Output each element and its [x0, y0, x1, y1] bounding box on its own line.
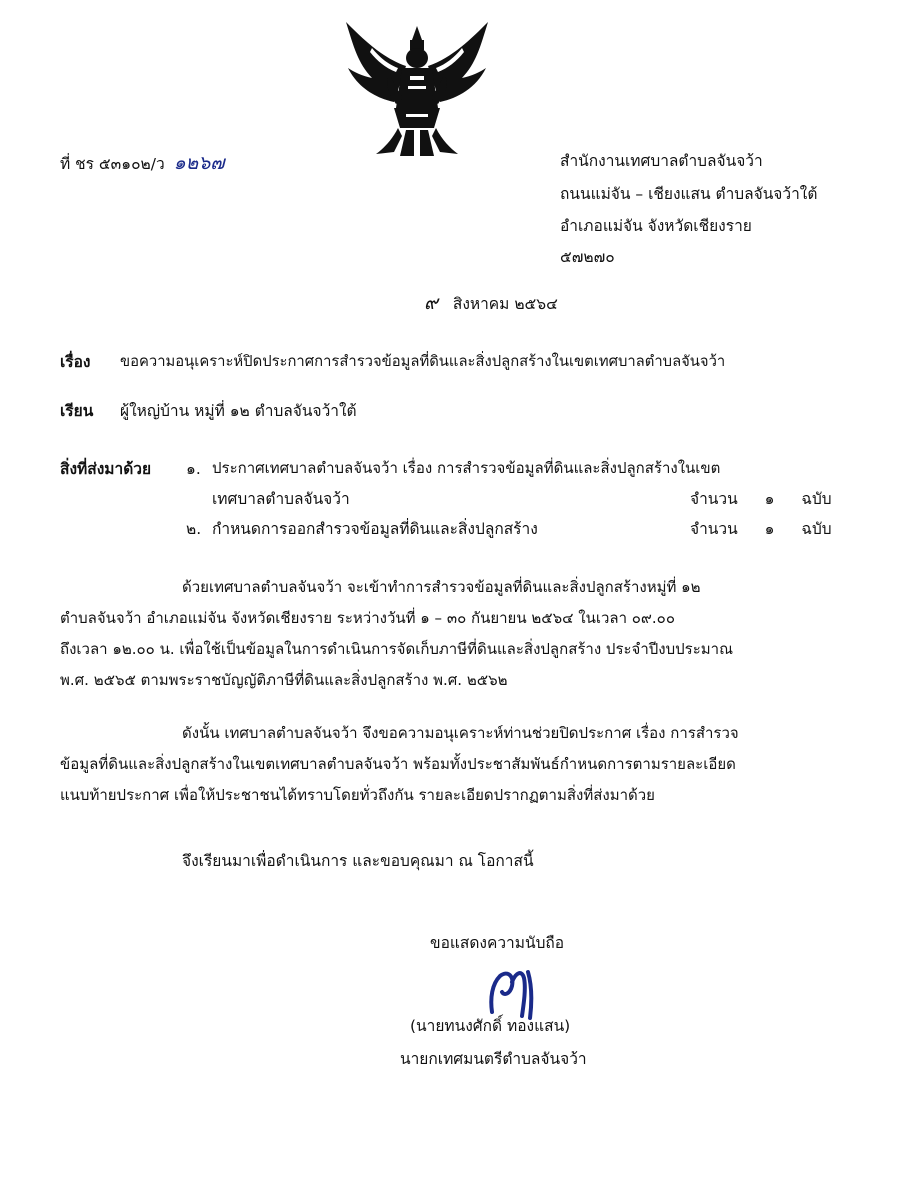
reference-handwritten-number: ๑๒๖๗ — [173, 152, 225, 174]
garuda-emblem-icon — [332, 18, 502, 168]
paragraph-2-line: ข้อมูลที่ดินและสิ่งปลูกสร้างในเขตเทศบาลตำบลจันจว้า พร้อมทั้งประชาสัมพันธ์กำหนดการตามรายละเอียด — [60, 755, 736, 773]
reference-label: ที่ ชร ๕๓๑๐๒/ว — [60, 155, 165, 173]
recipient-label: เรียน — [60, 402, 94, 420]
quantity-unit: ฉบับ — [801, 520, 832, 538]
subject-label: เรื่อง — [60, 353, 91, 371]
quantity-unit: ฉบับ — [801, 490, 832, 508]
paragraph-1-line: พ.ศ. ๒๕๖๕ ตามพระราชบัญญัติภาษีที่ดินและสิ่งปลูกสร้าง พ.ศ. ๒๕๖๒ — [60, 671, 508, 689]
date-month-year: สิงหาคม ๒๕๖๔ — [452, 295, 558, 313]
enclosures-label: สิ่งที่ส่งมาด้วย — [60, 460, 152, 478]
signer-name: (นายทนงศักดิ์ ทองแสน) — [410, 1017, 571, 1035]
quantity-label: จำนวน — [690, 490, 738, 508]
paragraph-2-line: แนบท้ายประกาศ เพื่อให้ประชาชนได้ทราบโดยทั่วถึงกัน รายละเอียดปรากฏตามสิ่งที่ส่งมาด้วย — [60, 786, 655, 804]
quantity-value: ๑ — [764, 490, 775, 508]
body-paragraph-2 — [60, 718, 842, 811]
enclosure-2-quantity — [690, 516, 832, 541]
paragraph-2-line: ดังนั้น เทศบาลตำบลจันจว้า จึงขอความอนุเคราะห์ท่านช่วยปิดประกาศ เรื่อง การสำรวจ — [182, 724, 739, 742]
signer-position: นายกเทศมนตรีตำบลจันจว้า — [400, 1050, 587, 1068]
enclosure-2-line1: กำหนดการออกสำรวจข้อมูลที่ดินและสิ่งปลูกสร้าง — [212, 520, 538, 538]
complimentary-close: ขอแสดงความนับถือ — [430, 934, 565, 952]
body-paragraph-1 — [60, 572, 842, 696]
sender-postal-code: ๕๗๒๗๐ — [560, 248, 615, 266]
closing-request: จึงเรียนมาเพื่อดำเนินการ และขอบคุณมา ณ โอกาสนี้ — [182, 852, 534, 870]
quantity-value: ๑ — [764, 520, 775, 538]
date-day-handwritten: ๙ — [424, 292, 438, 314]
quantity-label: จำนวน — [690, 520, 738, 538]
enclosure-1-quantity — [690, 486, 832, 511]
paragraph-1-line: ถึงเวลา ๑๒.๐๐ น. เพื่อใช้เป็นข้อมูลในการดำเนินการจัดเก็บภาษีที่ดินและสิ่งปลูกสร้าง ประจำปีงบประมาณ — [60, 640, 733, 658]
sender-address-line2: ถนนแม่จัน – เชียงแสน ตำบลจันจว้าใต้ — [560, 185, 818, 203]
paragraph-1-line: ด้วยเทศบาลตำบลจันจว้า จะเข้าทำการสำรวจข้อมูลที่ดินและสิ่งปลูกสร้างหมู่ที่ ๑๒ — [182, 578, 701, 596]
enclosure-2-number: ๒. — [186, 520, 202, 538]
sender-address-line1: สำนักงานเทศบาลตำบลจันจว้า — [560, 152, 763, 170]
enclosure-1-number: ๑. — [186, 460, 201, 478]
recipient-text: ผู้ใหญ่บ้าน หมู่ที่ ๑๒ ตำบลจันจว้าใต้ — [120, 402, 357, 420]
reference-number — [60, 148, 225, 178]
sender-address-line3: อำเภอแม่จัน จังหวัดเชียงราย — [560, 217, 752, 235]
paragraph-1-line: ตำบลจันจว้า อำเภอแม่จัน จังหวัดเชียงราย ระหว่างวันที่ ๑ – ๓๐ กันยายน ๒๕๖๔ ในเวลา ๐๙.๐๐ — [60, 609, 675, 627]
enclosure-1-line2: เทศบาลตำบลจันจว้า — [212, 490, 350, 508]
letter-date — [424, 288, 558, 318]
enclosure-1-line1: ประกาศเทศบาลตำบลจันจว้า เรื่อง การสำรวจข้อมูลที่ดินและสิ่งปลูกสร้างในเขต — [212, 459, 721, 477]
subject-text: ขอความอนุเคราะห์ปิดประกาศการสำรวจข้อมูลที่ดินและสิ่งปลูกสร้างในเขตเทศบาลตำบลจันจว้า — [120, 353, 726, 370]
